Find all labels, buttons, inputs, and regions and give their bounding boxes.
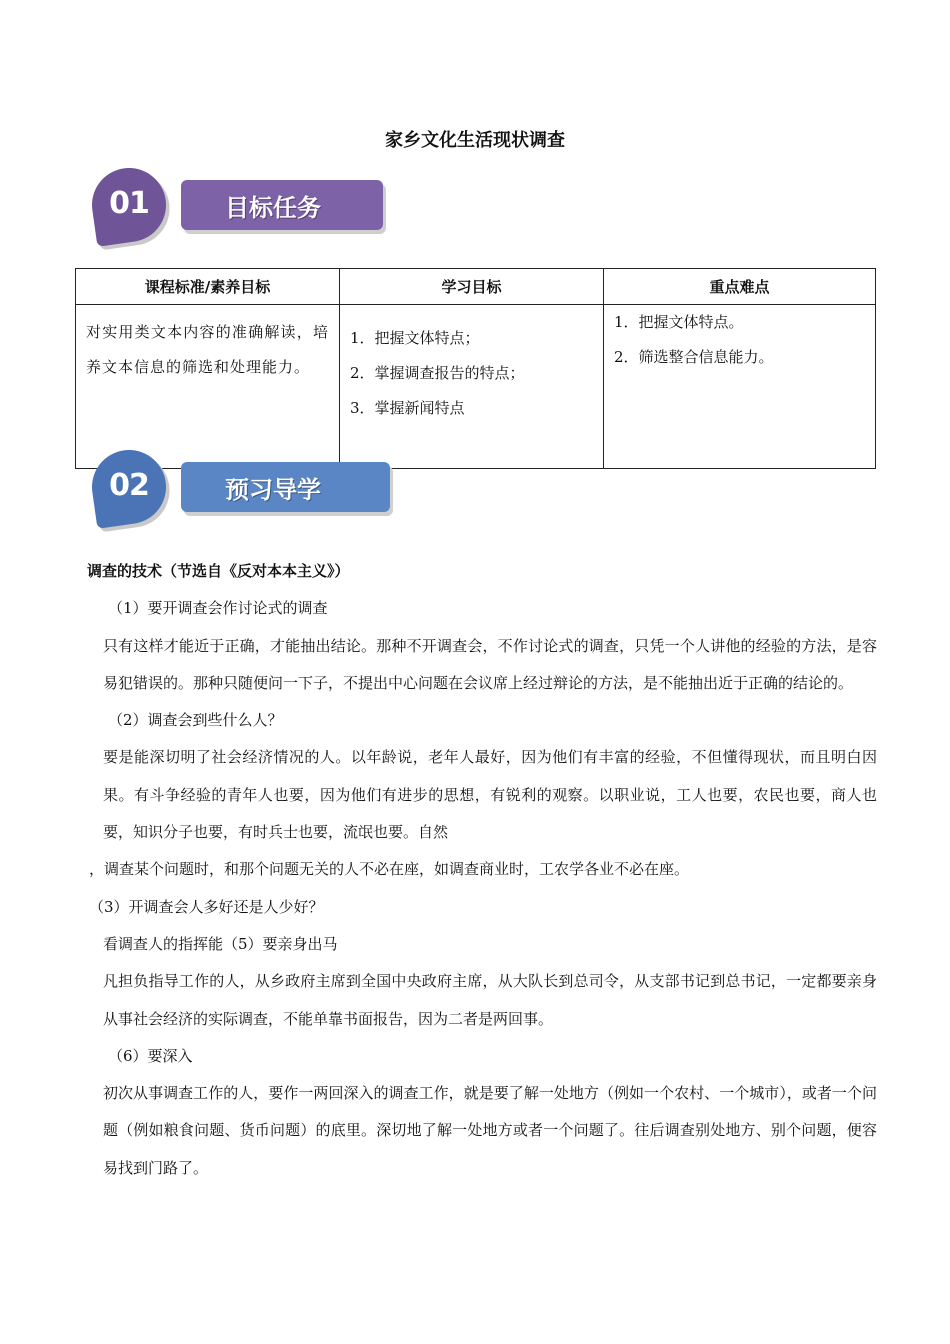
table-header-standard: 课程标准/素养目标 <box>76 269 340 305</box>
banner-label-bar <box>181 180 383 230</box>
paragraph: ，调查某个问题时，和那个问题无关的人不必在座，如调查商业时，工农学各业不必在座。 <box>89 860 690 879</box>
paragraph: 只有这样才能近于正确，才能抽出结论。那种不开调查会，不作讨论式的调查，只凭一个人讲他的经验的方法，是容易犯错误的。那种只随便问一下子，不提出中心问题在会议席上经过辩论的方法，是不能抽出近于正确的结论的。 <box>103 636 877 692</box>
banner-label-bar <box>181 462 390 512</box>
subheading: （2）调查会到些什么人？ <box>108 711 283 730</box>
article-body <box>87 553 877 1187</box>
table-header-keypoints: 重点难点 <box>604 269 876 305</box>
subheading: （6）要深入 <box>108 1046 193 1065</box>
banner-label: 目标任务 <box>225 194 321 222</box>
section-banner-preview <box>92 450 402 530</box>
paragraph: 要是能深切明了社会经济情况的人。以年龄说，老年人最好，因为他们有丰富的经验，不但懂得现状，而且明白因果。有斗争经验的青年人也要，因为他们有进步的思想，有锐利的观察。以职业说，工人也要，农民也要，商人也要，知识分子也要，有时兵士也要，流氓也要。自然 <box>103 748 877 842</box>
objective-item: 3．掌握新闻特点 <box>350 399 465 417</box>
objective-item: 1．把握文体特点； <box>350 329 480 347</box>
keypoint-item: 2．筛选整合信息能力。 <box>614 348 774 366</box>
table-cell-objective <box>340 305 604 469</box>
article-heading: 调查的技术（节选自《反对本本主义》） <box>87 562 350 580</box>
keypoint-item: 1．把握文体特点。 <box>614 313 744 331</box>
objective-item: 2．掌握调查报告的特点； <box>350 364 525 382</box>
section-banner-goals <box>92 168 402 248</box>
subheading: （3）开调查会人多好还是人少好？ <box>89 897 324 916</box>
paragraph: 凡担负指导工作的人，从乡政府主席到全国中央政府主席，从大队长到总司令，从支部书记到总书记，一定都要亲身从事社会经济的实际调查，不能单靠书面报告，因为二者是两回事。 <box>103 972 877 1028</box>
goals-table <box>75 268 876 469</box>
paragraph: 初次从事调查工作的人，要作一两回深入的调查工作，就是要了解一处地方（例如一个农村、一个城市），或者一个问题（例如粮食问题、货币问题）的底里。深切地了解一处地方或者一个问题了。往后调查别处地方、别个问题，便容易找到门路了。 <box>103 1084 877 1177</box>
subheading: （1）要开调查会作讨论式的调查 <box>108 599 328 618</box>
banner-number: 01 <box>109 186 149 221</box>
table-header-objective: 学习目标 <box>340 269 604 305</box>
table-cell-standard: 对实用类文本内容的准确解读，培养文本信息的筛选和处理能力。 <box>76 305 340 469</box>
subheading: 看调查人的指挥能（5）要亲身出马 <box>103 934 338 953</box>
page-title: 家乡文化生活现状调查 <box>385 130 565 151</box>
banner-label: 预习导学 <box>225 476 321 504</box>
banner-number: 02 <box>109 468 149 503</box>
table-cell-keypoints <box>604 305 876 469</box>
